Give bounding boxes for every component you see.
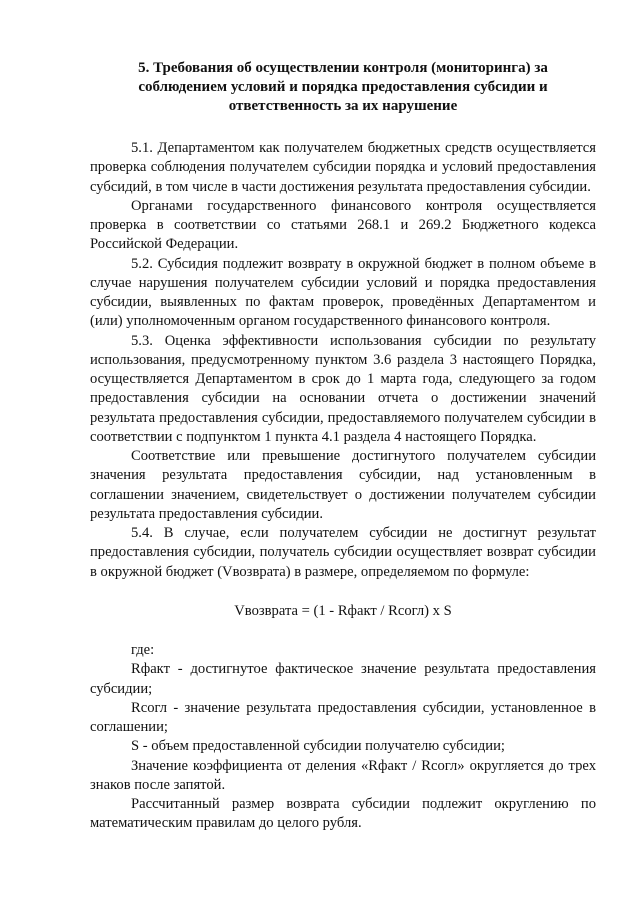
paragraph-financial-control: Органами государственного финансового контроля осуществляется проверка в соответствии со статьями 268.1 и 269.2 Бюджетного кодекса Российской Федерации. [90, 197, 596, 253]
section-heading-line: соблюдением условий и порядка предоставления субсидии и [138, 79, 548, 95]
document-page [90, 59, 596, 834]
definition-s: S - объем предоставленной субсидии получателю субсидии; [131, 738, 505, 755]
paragraph-coefficient-rounding: Значение коэффициента от деления «Rфакт / Rсогл» округляется до трех знаков после запятой. [90, 757, 596, 793]
section-heading-line: ответственность за их нарушение [228, 98, 458, 114]
paragraph-result-compliance: Соответствие или превышение достигнутого получателем субсидии значения результата предоставления субсидии, над установленным в соглашении значением, свидетельствует о достижении получателем субсидии результата предоставления субсидии. [90, 448, 596, 522]
paragraph-amount-rounding: Рассчитанный размер возврата субсидии подлежит округлению по математическим правилам до целого рубля. [90, 796, 596, 832]
section-heading [90, 59, 596, 116]
definition-r-agreement: Rсогл - значение результата предоставления субсидии, установленное в соглашении; [90, 699, 596, 735]
paragraph-where: где: [131, 642, 155, 658]
paragraph-5-4: 5.4. В случае, если получателем субсидии не достигнут результат предоставления субсидии, получатель субсидии осуществляет возврат субсидии в окружной бюджет (Vвозврата) в размере, определяемом по формуле: [90, 525, 596, 580]
paragraph-5-3: 5.3. Оценка эффективности использования субсидии по результату использования, предусмотренному пунктом 3.6 раздела 3 настоящего Порядка, осуществляется Департаментом в срок до 1 марта года, следующего за годом предоставления субсидии на основании отчета о достижении значений результата предоставления субсидии, предоставляемого получателем субсидии в соответствии с подпунктом 1 пункта 4.1 раздела 4 настоящего Порядка. [90, 332, 596, 445]
section-heading-line: 5. Требования об осуществлении контроля (мониторинга) за [138, 60, 548, 76]
refund-formula: Vвозврата = (1 - Rфакт / Rсогл) x S [234, 602, 452, 619]
paragraph-5-2: 5.2. Субсидия подлежит возврату в окружной бюджет в полном объеме в случае нарушения получателем субсидии условий и порядка предоставления субсидии, выявленных по фактам проверок, проведённых Департаментом и (или) уполномоченным органом государственного финансового контроля. [90, 255, 596, 330]
definition-r-fact: Rфакт - достигнутое фактическое значение результата предоставления субсидии; [90, 661, 596, 697]
paragraph-5-1: 5.1. Департаментом как получателем бюджетных средств осуществляется проверка соблюдения получателем субсидии порядка и условий предоставления субсидий, в том числе в части достижения результата предоставления субсидии. [90, 140, 596, 195]
